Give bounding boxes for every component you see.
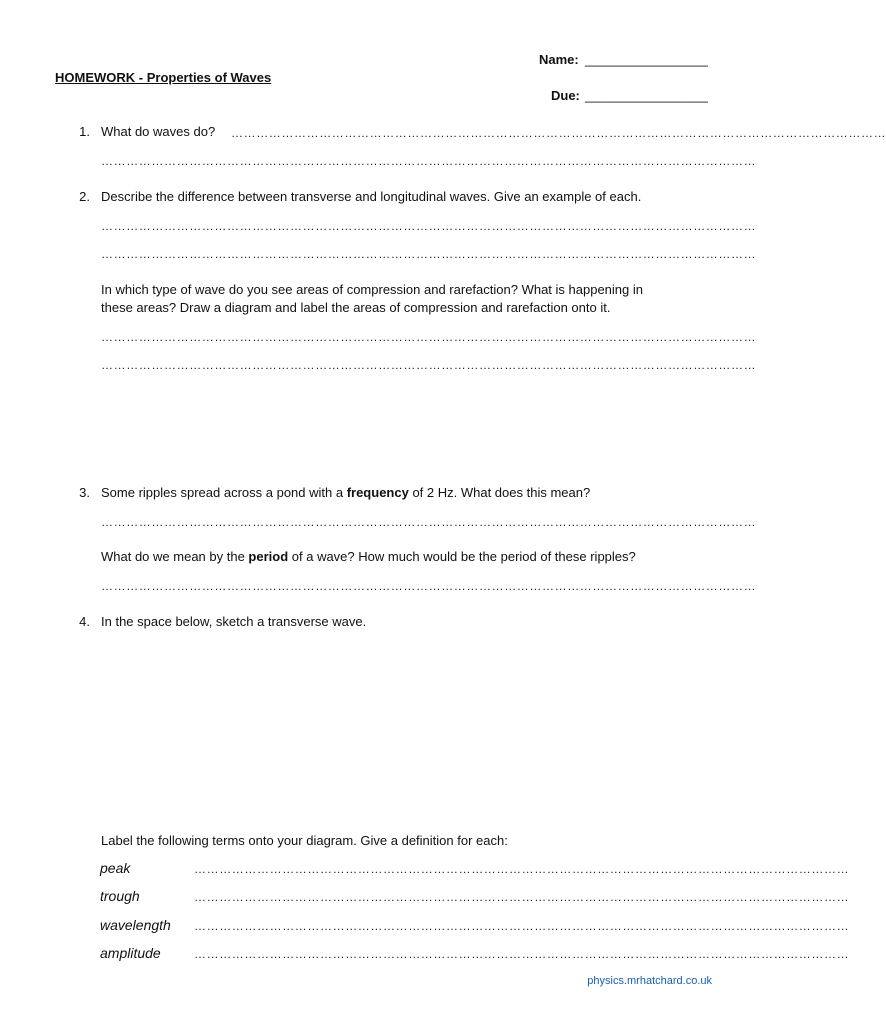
frequency-term: frequency — [346, 485, 409, 500]
answer-line[interactable]: ………………………………………………………………………………………………………………………………………… — [101, 358, 757, 372]
question-2-followup-line-1: In which type of wave do you see areas of compression and rarefaction? What is happening in — [101, 282, 643, 297]
label-instruction: Label the following terms onto your diagram. Give a definition for each: — [101, 833, 508, 848]
term-amplitude: amplitude — [100, 945, 161, 961]
question-2-number: 2. — [79, 189, 90, 204]
question-3-followup-before: What do we mean by the — [101, 549, 249, 564]
page-title: HOMEWORK - Properties of Waves — [55, 70, 272, 85]
answer-line[interactable]: ………………………………………………………………………………………………………………………………………… — [231, 126, 886, 140]
question-2-followup-line-2: these areas? Draw a diagram and label the areas of compression and rarefaction onto it. — [101, 300, 611, 315]
footer-url[interactable]: physics.mrhatchard.co.uk — [587, 975, 712, 987]
term-trough: trough — [100, 888, 140, 904]
definition-line[interactable]: ………………………………………………………………………………………………………………………………………… — [194, 862, 850, 876]
due-label: Due: — [551, 88, 580, 103]
question-3-followup — [101, 549, 636, 565]
answer-line[interactable]: ………………………………………………………………………………………………………………………………………… — [101, 330, 757, 344]
question-1-number: 1. — [79, 124, 90, 139]
name-field-line[interactable]: _________________ — [585, 52, 708, 67]
question-3-followup-after: of a wave? How much would be the period of these ripples? — [288, 549, 636, 564]
answer-line[interactable]: ………………………………………………………………………………………………………………………………………… — [101, 579, 757, 593]
question-3-text — [101, 485, 590, 501]
question-3-text-before: Some ripples spread across a pond with a — [101, 485, 347, 500]
term-peak: peak — [100, 860, 131, 876]
answer-line[interactable]: ………………………………………………………………………………………………………………………………………… — [101, 219, 757, 233]
definition-line[interactable]: ………………………………………………………………………………………………………………………………………… — [194, 947, 850, 961]
question-3-number: 3. — [79, 485, 90, 500]
question-4-number: 4. — [79, 614, 90, 629]
answer-line[interactable]: ………………………………………………………………………………………………………………………………………… — [101, 247, 757, 261]
sketch-area[interactable] — [101, 640, 701, 820]
definition-line[interactable]: ………………………………………………………………………………………………………………………………………… — [194, 919, 850, 933]
answer-line[interactable]: ………………………………………………………………………………………………………………………………………… — [101, 154, 757, 168]
question-2-text: Describe the difference between transverse and longitudinal waves. Give an example of each. — [101, 189, 642, 204]
due-field-line[interactable]: _________________ — [585, 88, 708, 103]
question-3-text-after: of 2 Hz. What does this mean? — [408, 485, 591, 500]
question-1-text: What do waves do? — [101, 124, 216, 139]
answer-line[interactable]: ………………………………………………………………………………………………………………………………………… — [101, 515, 757, 529]
question-4-text: In the space below, sketch a transverse wave. — [101, 614, 367, 629]
period-term: period — [248, 549, 289, 564]
definition-line[interactable]: ………………………………………………………………………………………………………………………………………… — [194, 890, 850, 904]
name-label: Name: — [539, 52, 579, 67]
term-wavelength: wavelength — [100, 917, 171, 933]
